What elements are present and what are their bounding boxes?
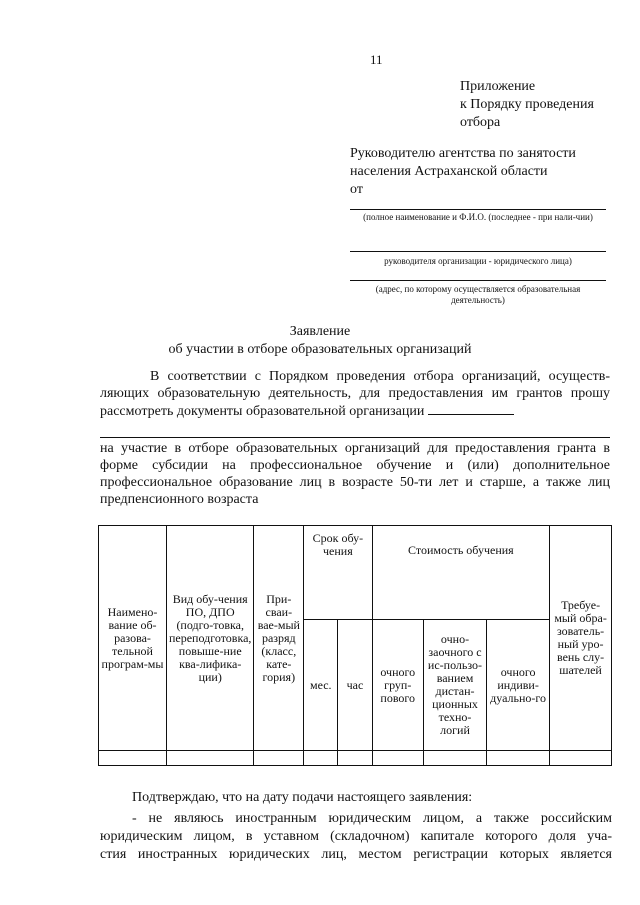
name-field-line[interactable] (350, 209, 606, 210)
header-cost-distance: очно-заочного с ис-пользо-ванием дистан-ционных техно-логий (423, 620, 486, 751)
table-cell[interactable] (372, 751, 423, 766)
address-field-hint: (адрес, по которому осуществляется образовательная деятельность) (375, 284, 581, 305)
addressee-line: Руководителю агентства по занятости (350, 146, 576, 161)
header-cost-group: очного груп-пового (372, 620, 423, 751)
head-field-hint: руководителя организации - юридического лица) (384, 256, 572, 266)
header-program-name: Наимено-вание об-разова-тельной програм-мы (99, 526, 167, 751)
table-cell[interactable] (423, 751, 486, 766)
table-cell[interactable] (254, 751, 304, 766)
header-term-months: мес. (304, 620, 338, 751)
page-number: 11 (370, 52, 383, 67)
address-field-line[interactable] (350, 280, 606, 281)
document-title: Заявление (289, 324, 351, 339)
intro-text: В соответствии с Порядком проведения отбора организаций, осуществ-ляющих образовательную деятельность, для предоставления им грантов прошу рассмотреть документы образовательной организации (100, 369, 610, 419)
condition-line: юридическим лицом, в уставном (складочном) капитале которого доля уча- (100, 829, 612, 844)
table-cell[interactable] (166, 751, 253, 766)
header-term-hours: час (338, 620, 372, 751)
conditions-paragraph (100, 810, 612, 864)
table-cell[interactable] (99, 751, 167, 766)
head-field-line[interactable] (350, 251, 606, 252)
appendix-line: к Порядку проведения (460, 97, 594, 112)
addressee-from: от (350, 182, 363, 197)
table-cell[interactable] (338, 751, 372, 766)
header-cost: Стоимость обучения (372, 526, 550, 620)
header-cost-individual: очного индиви-дуально-го (487, 620, 550, 751)
table-cell[interactable] (550, 751, 612, 766)
confirmation-text: Подтверждаю, что на дату подачи настоящего заявления: (132, 790, 473, 805)
addressee-block (350, 145, 620, 199)
organization-field-line-2[interactable] (100, 437, 610, 438)
organization-field-line[interactable] (428, 402, 514, 415)
appendix-line: Приложение (460, 79, 536, 94)
condition-line: стия иностранных юридических лиц, местом регистрации которых является (100, 847, 612, 862)
table-cell[interactable] (304, 751, 338, 766)
programs-table (98, 525, 612, 766)
document-subtitle: об участии в отборе образовательных организаций (168, 342, 472, 357)
appendix-line: отбора (460, 115, 501, 130)
intro-paragraph (100, 368, 610, 420)
table-row (99, 751, 612, 766)
header-term: Срок обу-чения (304, 526, 372, 620)
appendix-header (460, 78, 594, 132)
name-field-hint: (полное наименование и Ф.И.О. (последнее - при нали-чии) (363, 212, 593, 222)
addressee-line: населения Астраханской области (350, 164, 548, 179)
table-cell[interactable] (487, 751, 550, 766)
purpose-paragraph: на участие в отборе образовательных организаций для предоставления гранта в форме субсидии на профессиональное обучение и (или) дополнительное профессиональное образование лиц в возрасте 50-ти лет и старше, а также лиц предпенсионного возраста (100, 441, 610, 507)
header-rank: При-сваи-вае-мый разряд (класс, кате-гория) (254, 526, 304, 751)
condition-line: - не являюсь иностранным юридическим лицом, а также российским (132, 811, 612, 826)
header-level: Требуе-мый обра-зователь-ный уро-вень слу-шателей (550, 526, 612, 751)
header-training-type: Вид обу-чения ПО, ДПО (подго-товка, переподготовка, повыше-ние ква-лифика-ции) (166, 526, 253, 751)
